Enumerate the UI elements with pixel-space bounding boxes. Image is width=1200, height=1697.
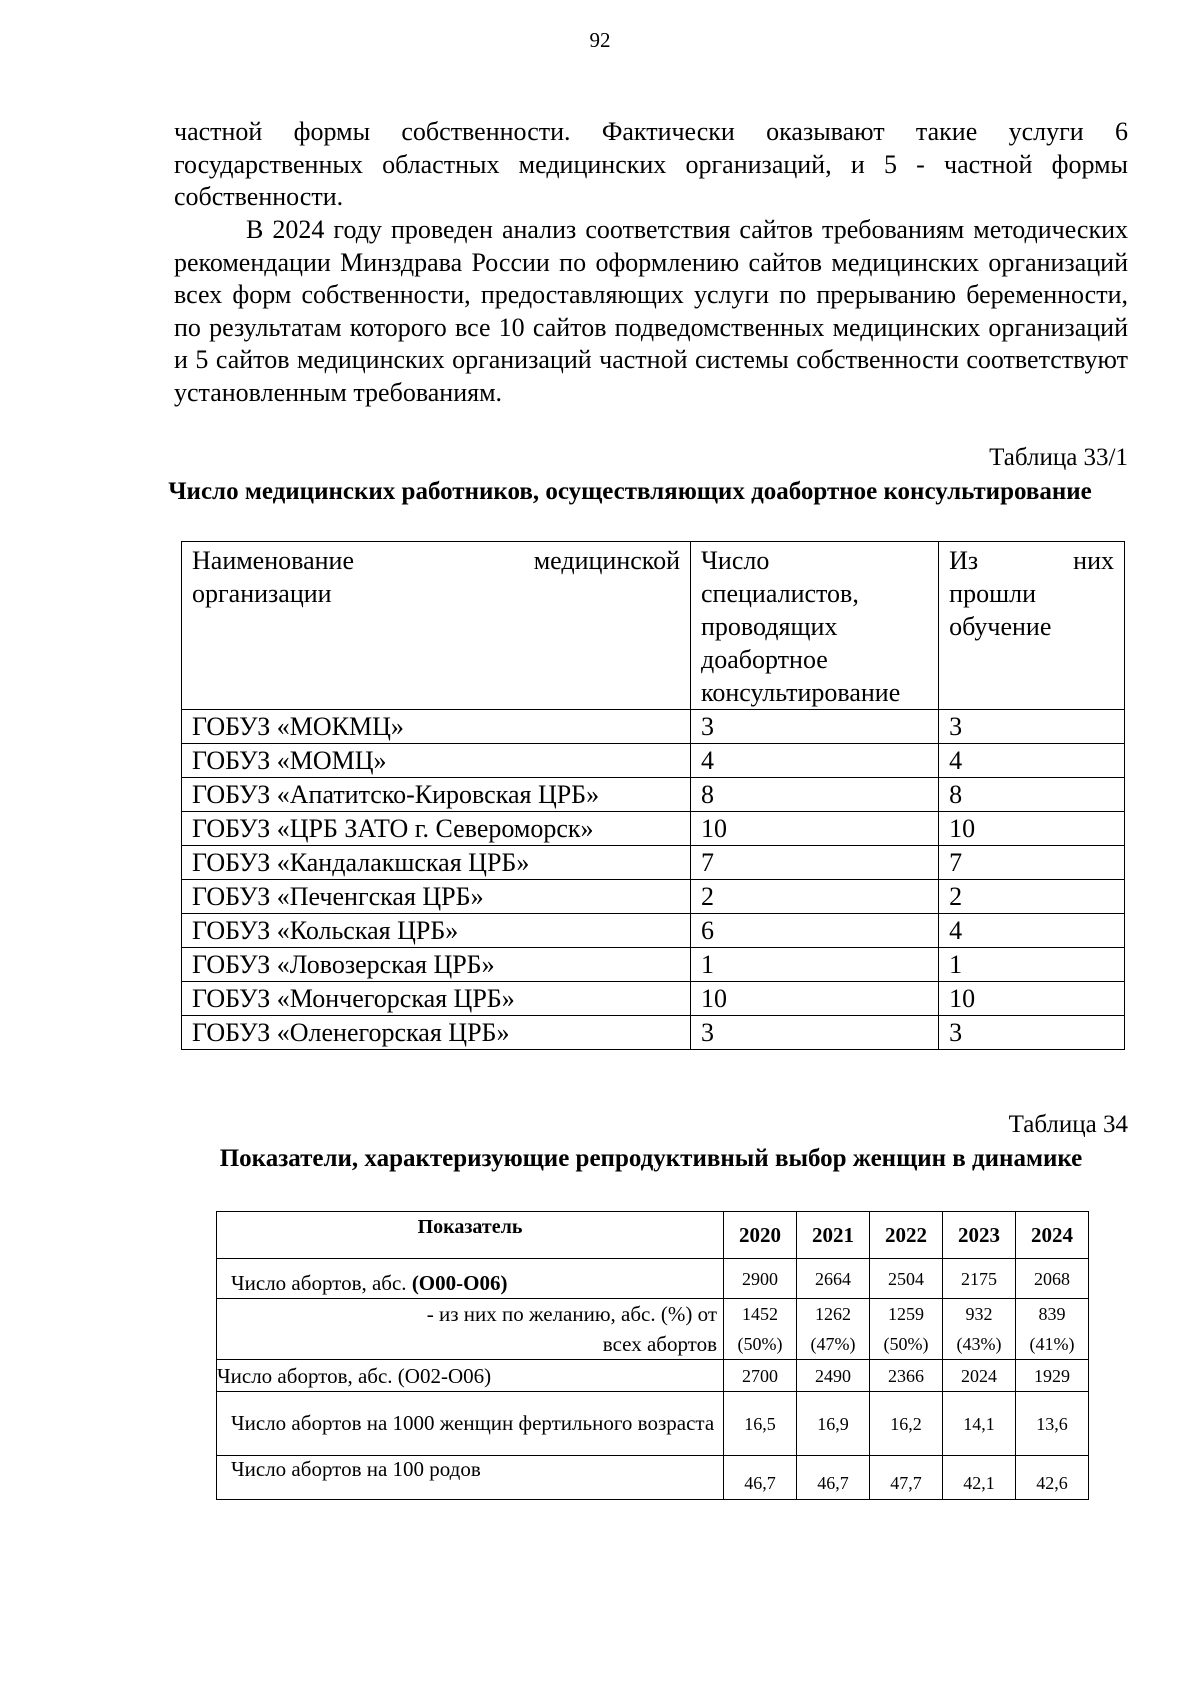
- value-cell: [943, 1299, 1016, 1360]
- value-cell: 2664: [797, 1259, 870, 1299]
- table-row: [217, 1392, 1089, 1456]
- trained-count: 4: [939, 744, 1125, 778]
- paragraph-1: частной формы собственности. Фактически оказывают такие услуги 6 государственных областных медицинских организаций, и 5 - частной формы собственности.: [174, 117, 1128, 212]
- specialists-count: 10: [691, 812, 939, 846]
- percent: (50%): [883, 1334, 929, 1354]
- header-year: 2023: [943, 1212, 1016, 1259]
- org-name: ГОБУЗ «Мончегорская ЦРБ»: [182, 982, 691, 1016]
- value-cell: 1929: [1016, 1360, 1089, 1392]
- value-cell: [724, 1299, 797, 1360]
- org-name: ГОБУЗ «Кольская ЦРБ»: [182, 914, 691, 948]
- table2-header-row: [217, 1212, 1089, 1259]
- row-label-line: всех абортов: [602, 1332, 717, 1356]
- header-word: прошли обучение: [949, 579, 1052, 641]
- value-cell: 2504: [870, 1259, 943, 1299]
- value-cell: 13,6: [1016, 1392, 1089, 1456]
- header-year: 2020: [724, 1212, 797, 1259]
- value-cell: [870, 1299, 943, 1360]
- value-cell: 16,9: [797, 1392, 870, 1456]
- table-row: [217, 1259, 1089, 1299]
- value: 1452: [742, 1304, 778, 1324]
- value-cell: [1016, 1299, 1089, 1360]
- specialists-count: 2: [691, 880, 939, 914]
- trained-count: 7: [939, 846, 1125, 880]
- trained-count: 10: [939, 982, 1125, 1016]
- table-row: [182, 948, 1125, 982]
- value: 1262: [815, 1304, 851, 1324]
- row-label: [217, 1299, 724, 1360]
- trained-count: 3: [939, 1016, 1125, 1050]
- org-name: ГОБУЗ «ЦРБ ЗАТО г. Североморск»: [182, 812, 691, 846]
- header-word: медицинской: [533, 546, 681, 575]
- org-name: ГОБУЗ «МОКМЦ»: [182, 710, 691, 744]
- header-word: организации: [192, 579, 332, 608]
- header-word: Из: [949, 546, 979, 575]
- value-cell: 47,7: [870, 1456, 943, 1500]
- value-cell: 46,7: [724, 1456, 797, 1500]
- specialists-count: 8: [691, 778, 939, 812]
- percent: (50%): [737, 1334, 783, 1354]
- value-cell: 2366: [870, 1360, 943, 1392]
- row-label: [217, 1259, 724, 1299]
- trained-count: 10: [939, 812, 1125, 846]
- specialists-count: 4: [691, 744, 939, 778]
- value-cell: 16,5: [724, 1392, 797, 1456]
- trained-count: 8: [939, 778, 1125, 812]
- value-cell: 2900: [724, 1259, 797, 1299]
- specialists-count: 3: [691, 1016, 939, 1050]
- table-row: [182, 880, 1125, 914]
- table-row: [182, 744, 1125, 778]
- row-label: Число абортов на 1000 женщин фертильного возраста: [217, 1392, 724, 1456]
- value-cell: 16,2: [870, 1392, 943, 1456]
- row-label-code: (О00-О06): [411, 1271, 508, 1295]
- value: 932: [965, 1304, 993, 1324]
- table1-caption: Таблица 33/1: [989, 444, 1128, 471]
- value-cell: 2068: [1016, 1259, 1089, 1299]
- table2-title: Показатели, характеризующие репродуктивный выбор женщин в динамике: [219, 1145, 1083, 1172]
- org-name: ГОБУЗ «Ловозерская ЦРБ»: [182, 948, 691, 982]
- row-label-line: - из них по желанию, абс. (%) от: [426, 1302, 717, 1326]
- header-word: них: [1073, 546, 1114, 575]
- row-label: Число абортов на 100 родов: [217, 1456, 724, 1500]
- percent: (43%): [956, 1334, 1002, 1354]
- page-number: 92: [589, 28, 611, 52]
- table1-header-organization: [182, 542, 691, 710]
- value-cell: 2024: [943, 1360, 1016, 1392]
- value-cell: 42,1: [943, 1456, 1016, 1500]
- value-cell: 14,1: [943, 1392, 1016, 1456]
- row-label-text: Число абортов, абс.: [231, 1271, 412, 1295]
- table-row: [182, 914, 1125, 948]
- table-row: [182, 846, 1125, 880]
- org-name: ГОБУЗ «Кандалакшская ЦРБ»: [182, 846, 691, 880]
- table1-header-specialists: Число специалистов, проводящих доабортное консультирование: [691, 542, 939, 710]
- table1: [181, 541, 1125, 1050]
- specialists-count: 6: [691, 914, 939, 948]
- percent: (41%): [1029, 1334, 1075, 1354]
- trained-count: 4: [939, 914, 1125, 948]
- table2: [216, 1211, 1089, 1500]
- header-indicator: Показатель: [217, 1212, 724, 1259]
- header-word: Наименование: [192, 546, 354, 575]
- value-cell: 2490: [797, 1360, 870, 1392]
- percent: (47%): [810, 1334, 856, 1354]
- trained-count: 2: [939, 880, 1125, 914]
- value-cell: 42,6: [1016, 1456, 1089, 1500]
- org-name: ГОБУЗ «Оленегорская ЦРБ»: [182, 1016, 691, 1050]
- specialists-count: 3: [691, 710, 939, 744]
- table-row: [182, 812, 1125, 846]
- table-row: [217, 1299, 1089, 1360]
- org-name: ГОБУЗ «МОМЦ»: [182, 744, 691, 778]
- org-name: ГОБУЗ «Печенгская ЦРБ»: [182, 880, 691, 914]
- table-row: [182, 982, 1125, 1016]
- table-row: [182, 1016, 1125, 1050]
- value-cell: 2175: [943, 1259, 1016, 1299]
- value-cell: 46,7: [797, 1456, 870, 1500]
- paragraph-2: В 2024 году проведен анализ соответствия сайтов требованиям методических рекомендации Минздрава России по оформлению сайтов медицинских организаций всех форм собственности, предоставляющих услуги по прерыванию беременности, по результатам которого все 10 сайтов подведомственных медицинских организаций и 5 сайтов медицинских организаций частной системы собственности соответствуют установленным требованиям.: [174, 215, 1128, 407]
- table1-header-trained: [939, 542, 1125, 710]
- table-row: [182, 778, 1125, 812]
- header-year: 2022: [870, 1212, 943, 1259]
- table-row: [182, 710, 1125, 744]
- value-cell: [797, 1299, 870, 1360]
- value: 1259: [888, 1304, 924, 1324]
- header-year: 2021: [797, 1212, 870, 1259]
- trained-count: 1: [939, 948, 1125, 982]
- table1-title: Число медицинских работников, осуществляющих доабортное консультирование: [168, 478, 1092, 505]
- row-label: Число абортов, абс. (О02-О06): [217, 1360, 724, 1392]
- table1-header-row: [182, 542, 1125, 710]
- table-row: [217, 1360, 1089, 1392]
- specialists-count: 10: [691, 982, 939, 1016]
- table2-caption: Таблица 34: [1008, 1111, 1128, 1138]
- org-name: ГОБУЗ «Апатитско-Кировская ЦРБ»: [182, 778, 691, 812]
- specialists-count: 7: [691, 846, 939, 880]
- header-year: 2024: [1016, 1212, 1089, 1259]
- trained-count: 3: [939, 710, 1125, 744]
- specialists-count: 1: [691, 948, 939, 982]
- value-cell: 2700: [724, 1360, 797, 1392]
- table-row: [217, 1456, 1089, 1500]
- value: 839: [1038, 1304, 1066, 1324]
